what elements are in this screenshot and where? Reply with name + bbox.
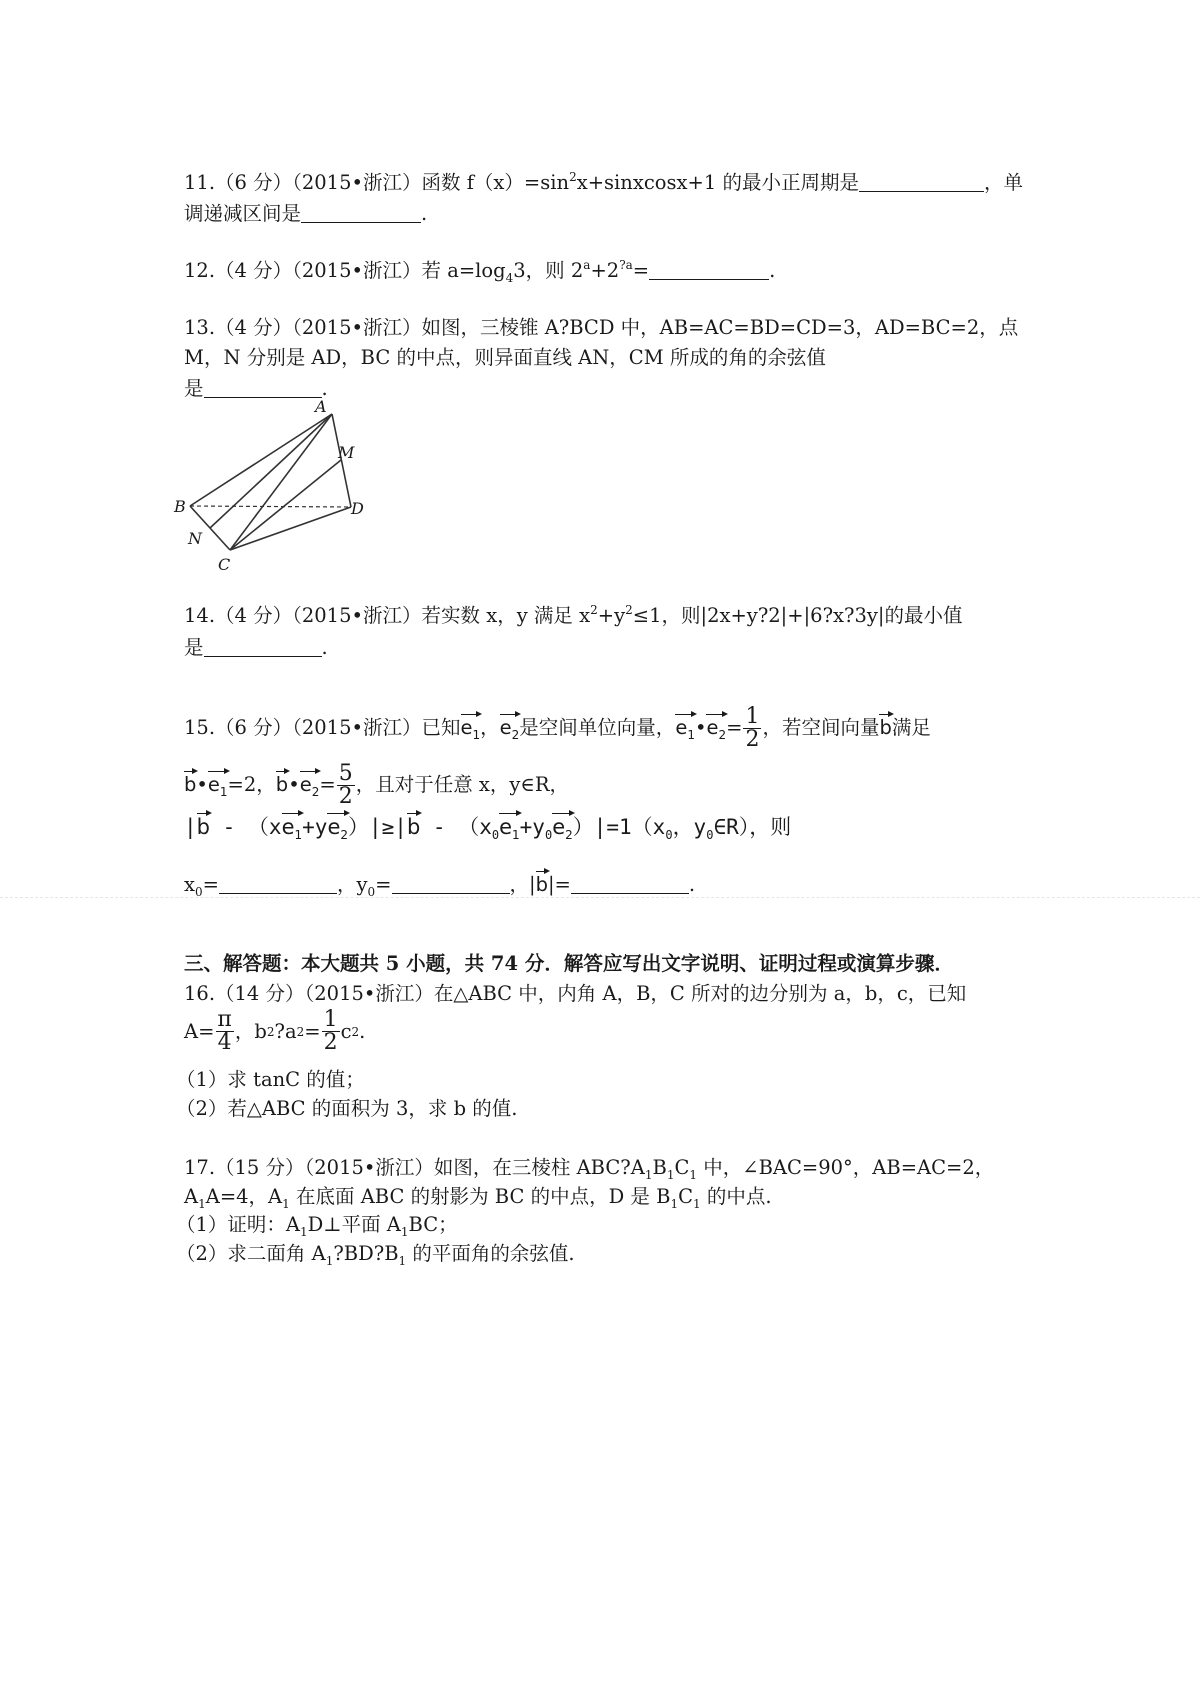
q12-text-c: +2	[590, 259, 620, 282]
q15-answer-blank-y0[interactable]	[392, 873, 510, 894]
q17-p1-b: D⊥平面 A	[307, 1213, 401, 1236]
q17-s5: 1	[282, 1197, 290, 1211]
q15-l3-19: 0	[665, 828, 673, 842]
q15-l3-vec-e1	[281, 815, 303, 842]
q15-eq-2: =	[319, 773, 336, 796]
q15-l3-4: 1	[294, 828, 303, 842]
q17-l2-e: 的中点.	[700, 1185, 772, 1208]
q12-text-d: =	[632, 259, 650, 282]
q15-l4-vec-b-letter: b	[535, 873, 548, 896]
q13-line3	[184, 377, 328, 399]
q11-line2-text: 调递减区间是	[184, 202, 302, 225]
q17-p2-a: （2）求二面角 A	[176, 1242, 326, 1265]
q17-l1-d: 中，∠BAC=90°，AB=AC=2，	[697, 1156, 995, 1179]
q15-l3-3: e	[281, 815, 295, 839]
q15-answer-blank-b[interactable]	[571, 873, 689, 894]
q17-s1: 1	[644, 1168, 653, 1182]
q13-line2: M，N 分别是 AD，BC 的中点，则异面直线 AN，CM 所成的角的余弦值	[184, 346, 826, 369]
q15-l3-vec-e1b	[499, 815, 520, 842]
segment-cm	[230, 460, 341, 550]
q17-s7: 1	[693, 1197, 701, 1211]
q11-line2-tail: .	[421, 202, 428, 225]
q15-l3-5: +y	[302, 815, 328, 839]
q15-line2-b: ，且对于任意 x，y∈R，	[355, 773, 570, 796]
fraction-one-num: 1	[323, 1007, 338, 1032]
vector-b-letter: b	[879, 716, 892, 739]
q15-l4-tail: .	[688, 873, 696, 896]
q15-l4-comma: ，	[509, 873, 530, 896]
q12-text-b: 3，则 2	[513, 259, 584, 282]
q17-s11: 1	[398, 1254, 407, 1268]
label-a: A	[315, 397, 327, 416]
q11-line2	[184, 202, 427, 224]
q12-line	[184, 258, 776, 285]
label-d: D	[351, 499, 364, 518]
q15-l3-6: e	[327, 815, 341, 839]
vector-e2-2	[299, 773, 320, 799]
q15-l3-10: - （x	[420, 815, 492, 839]
segment-an	[210, 414, 332, 528]
q12-text-a: 12.（4 分）（2015•浙江）若 a=log	[184, 259, 506, 282]
vector-e1b-sub: 1	[687, 728, 695, 742]
q16-a-eq: A=	[184, 1019, 215, 1043]
q15-text-c: ，若空间向量	[762, 716, 880, 739]
q17-s9: 1	[400, 1225, 409, 1239]
q15-l3-18: ）|=1（x	[572, 815, 666, 839]
vector-e1b-letter: e	[675, 716, 688, 739]
q15-dot-2: •	[196, 773, 208, 796]
page-fold-line	[0, 897, 1200, 898]
fraction-half	[743, 706, 761, 751]
q15-l3-13: 1	[512, 828, 520, 842]
vector-b-2-letter: b	[184, 773, 197, 796]
q15-l3-0: |	[184, 815, 197, 839]
q12-sup2: ?a	[619, 258, 633, 272]
q16-end: .	[359, 1019, 366, 1043]
q14-sup1: 2	[590, 603, 598, 617]
edge-ab	[190, 414, 332, 506]
q15-l3-12: e	[499, 815, 513, 839]
q16-part2: （2）若△ABC 的面积为 3，求 b 的值.	[176, 1097, 518, 1120]
q17-s10: 1	[325, 1254, 334, 1268]
label-b: B	[174, 497, 186, 516]
q15-l3-7: 2	[340, 828, 348, 842]
vector-e2b-letter: e	[706, 716, 719, 739]
q15-line1	[184, 706, 931, 751]
q15-l3-15: 0	[544, 828, 553, 842]
q17-s3: 1	[689, 1168, 698, 1182]
q11-answer-blank-1[interactable]	[859, 171, 984, 192]
q15-l3-vec-b	[197, 817, 210, 838]
q17-p2-b: ?BD?B	[333, 1242, 399, 1265]
q15-l4-bar-eq: |=	[547, 873, 571, 896]
q17-part2	[176, 1242, 575, 1268]
q11-line1	[184, 171, 1023, 193]
q15-l3-vec-e2b	[552, 815, 573, 842]
q15-l3-22: ∈R）	[713, 815, 750, 839]
q17-s6: 1	[670, 1197, 679, 1211]
fraction-five-halves	[337, 763, 355, 808]
q15-text-d: 满足	[891, 716, 931, 739]
q17-l1-c: C	[674, 1156, 690, 1179]
fraction-five-num: 5	[338, 761, 353, 786]
q15-l3-2: - （x	[210, 815, 282, 839]
fraction-one-den: 2	[323, 1030, 338, 1055]
q14-line2-text: 是	[184, 636, 204, 659]
section3-heading: 三、解答题：本大题共 5 小题，共 74 分．解答应写出文字说明、证明过程或演算步骤．	[184, 952, 954, 975]
q15-l3-17: 2	[565, 828, 573, 842]
q15-l4-sub0: 0	[195, 885, 203, 899]
q15-dot-3: •	[288, 773, 300, 796]
q15-l3-16: e	[552, 815, 566, 839]
q15-l4-x: x	[184, 873, 195, 896]
q13-answer-blank[interactable]	[204, 377, 322, 398]
q13-line1: 13.（4 分）（2015•浙江）如图，三棱锥 A?BCD 中，AB=AC=BD=CD=3，AD=BC=2，点	[184, 316, 1019, 339]
vector-b	[879, 718, 891, 738]
q15-line3	[184, 815, 792, 842]
vector-e2-letter: e	[499, 716, 512, 739]
q16-mid: ?a	[274, 1019, 297, 1043]
edge-bd-hidden	[190, 506, 351, 507]
label-n: N	[188, 529, 202, 548]
vector-e1-letter: e	[460, 716, 473, 739]
q17-l2-c: 在底面 ABC 的射影为 BC 的中点，D 是 B	[289, 1185, 671, 1208]
q16-eq: =	[304, 1019, 321, 1043]
fraction-half-den: 2	[745, 727, 760, 752]
q15-l4-vec-b	[536, 875, 548, 895]
q16-line1: 16.（14 分）（2015•浙江）在△ABC 中，内角 A，B，C 所对的边分别为 a，b，c，已知	[184, 982, 967, 1005]
q17-p2-c: 的平面角的余弦值.	[406, 1242, 575, 1265]
q17-l2-d: C	[678, 1185, 694, 1208]
fraction-pi-den: 4	[217, 1030, 232, 1055]
vector-e2b-sub: 2	[718, 728, 727, 742]
q15-l4-eq-2: =	[375, 873, 392, 896]
q15-comma: ，	[480, 716, 500, 739]
vector-e2-2-letter: e	[299, 773, 312, 796]
vector-e1-2	[207, 773, 228, 799]
q11-sup: 2	[569, 170, 577, 184]
q14-sup2: 2	[625, 603, 633, 617]
q14-text-a: 14.（4 分）（2015•浙江）若实数 x，y 满足 x	[184, 604, 591, 627]
tetrahedron-figure	[174, 397, 391, 582]
q12-sup1: a	[583, 258, 591, 272]
q15-text-b: 是空间单位向量，	[519, 716, 676, 739]
q12-tail: .	[769, 259, 776, 282]
q12-sub: 4	[505, 271, 514, 285]
q15-line2	[184, 763, 569, 808]
q14-text-b: +y	[597, 604, 626, 627]
q15-l4-eq: =	[202, 873, 219, 896]
vector-b-3-letter: b	[275, 773, 289, 796]
vector-e1	[460, 716, 481, 742]
q13-line3-text: 是	[184, 377, 204, 400]
q17-l2-a: A	[184, 1185, 199, 1208]
q16-c: c	[340, 1019, 352, 1043]
q11-text: 11.（6 分）（2015•浙江）函数 f（x）=sin	[184, 171, 570, 194]
q16-line2: A= $\frac{\pi}{4}$ ，b 2 ?a 2 = $\frac{1}{2}$ c 2 .	[184, 1007, 366, 1055]
vector-b-3	[276, 775, 288, 795]
q14-text-c: ≤1，则|2x+y?2|+|6?x?3y|的最小值	[632, 604, 963, 627]
q17-s8: 1	[300, 1225, 308, 1239]
vector-e1-2-letter: e	[207, 773, 220, 796]
q15-l3-21: 0	[706, 828, 714, 842]
q15-eq: =	[726, 716, 743, 739]
vector-e1-sub: 1	[472, 728, 481, 742]
q15-answer-blank-x0[interactable]	[219, 873, 337, 894]
q15-l3-vec-e2	[327, 815, 348, 842]
fraction-pi-num: π	[217, 1007, 232, 1032]
q17-p1-c: BC；	[408, 1213, 458, 1236]
q15-l3-vec-b2	[407, 817, 420, 838]
vector-e2	[499, 716, 520, 742]
q14-line2	[184, 636, 328, 658]
q14-line1	[184, 603, 963, 627]
q15-l3-23: ，则	[749, 815, 792, 839]
q15-l3-20: ，y	[672, 815, 707, 839]
q17-l2-b: A=4，A	[205, 1185, 283, 1208]
q17-l1-b: B	[652, 1156, 667, 1179]
q11-tail: ，单	[983, 171, 1023, 194]
q15-l3-11: 0	[491, 828, 500, 842]
q17-line1	[184, 1156, 995, 1182]
q15-l4-y: ，y	[336, 873, 368, 896]
label-c: C	[218, 555, 231, 574]
q15-line4	[184, 873, 696, 899]
q15-l3-14: +y	[519, 815, 545, 839]
q11-text-b: x+sinxcosx+1 的最小正周期是	[576, 171, 859, 194]
q15-l3-8: ）|≥|	[348, 815, 407, 839]
q17-part1	[176, 1213, 458, 1239]
q13-line3-tail: .	[321, 377, 328, 400]
fraction-half-num: 1	[745, 704, 760, 729]
fraction-pi-over-4	[215, 1009, 233, 1054]
q16-part1: （1）求 tanC 的值；	[176, 1068, 365, 1091]
q14-line2-tail: .	[321, 636, 328, 659]
q14-answer-blank[interactable]	[204, 636, 322, 657]
q15-l3-1: b	[196, 815, 210, 839]
vector-e2-sub: 2	[511, 728, 520, 742]
vector-e1b	[675, 716, 695, 742]
vector-e2b	[706, 716, 727, 742]
q15-line2-a: =2，	[227, 773, 276, 796]
q15-l3-9: b	[406, 815, 421, 839]
q15-l4-sub0-b: 0	[367, 885, 376, 899]
edge-cd	[230, 507, 351, 550]
q17-s4: 1	[198, 1197, 206, 1211]
fraction-one-half	[322, 1009, 340, 1054]
q17-l1-a: 17.（15 分）（2015•浙江）如图，在三棱柱 ABC?A	[184, 1156, 645, 1179]
q17-p1-a: （1）证明：A	[176, 1213, 300, 1236]
q15-text-a: 15.（6 分）（2015•浙江）已知	[184, 716, 461, 739]
q12-answer-blank[interactable]	[649, 259, 769, 280]
fraction-five-den: 2	[338, 784, 353, 809]
vector-b-2	[184, 775, 196, 795]
q16-b: ，b	[234, 1019, 267, 1043]
q11-answer-blank-2[interactable]	[301, 202, 421, 223]
label-m: M	[338, 443, 355, 462]
q17-s2: 1	[666, 1168, 675, 1182]
q17-line2	[184, 1185, 772, 1211]
q15-dot: •	[694, 716, 707, 739]
vector-e1-2-sub: 1	[219, 785, 228, 799]
vector-e2-2-sub: 2	[311, 785, 320, 799]
edge-ac	[230, 414, 332, 550]
q15-l4-bar: |	[529, 873, 536, 896]
